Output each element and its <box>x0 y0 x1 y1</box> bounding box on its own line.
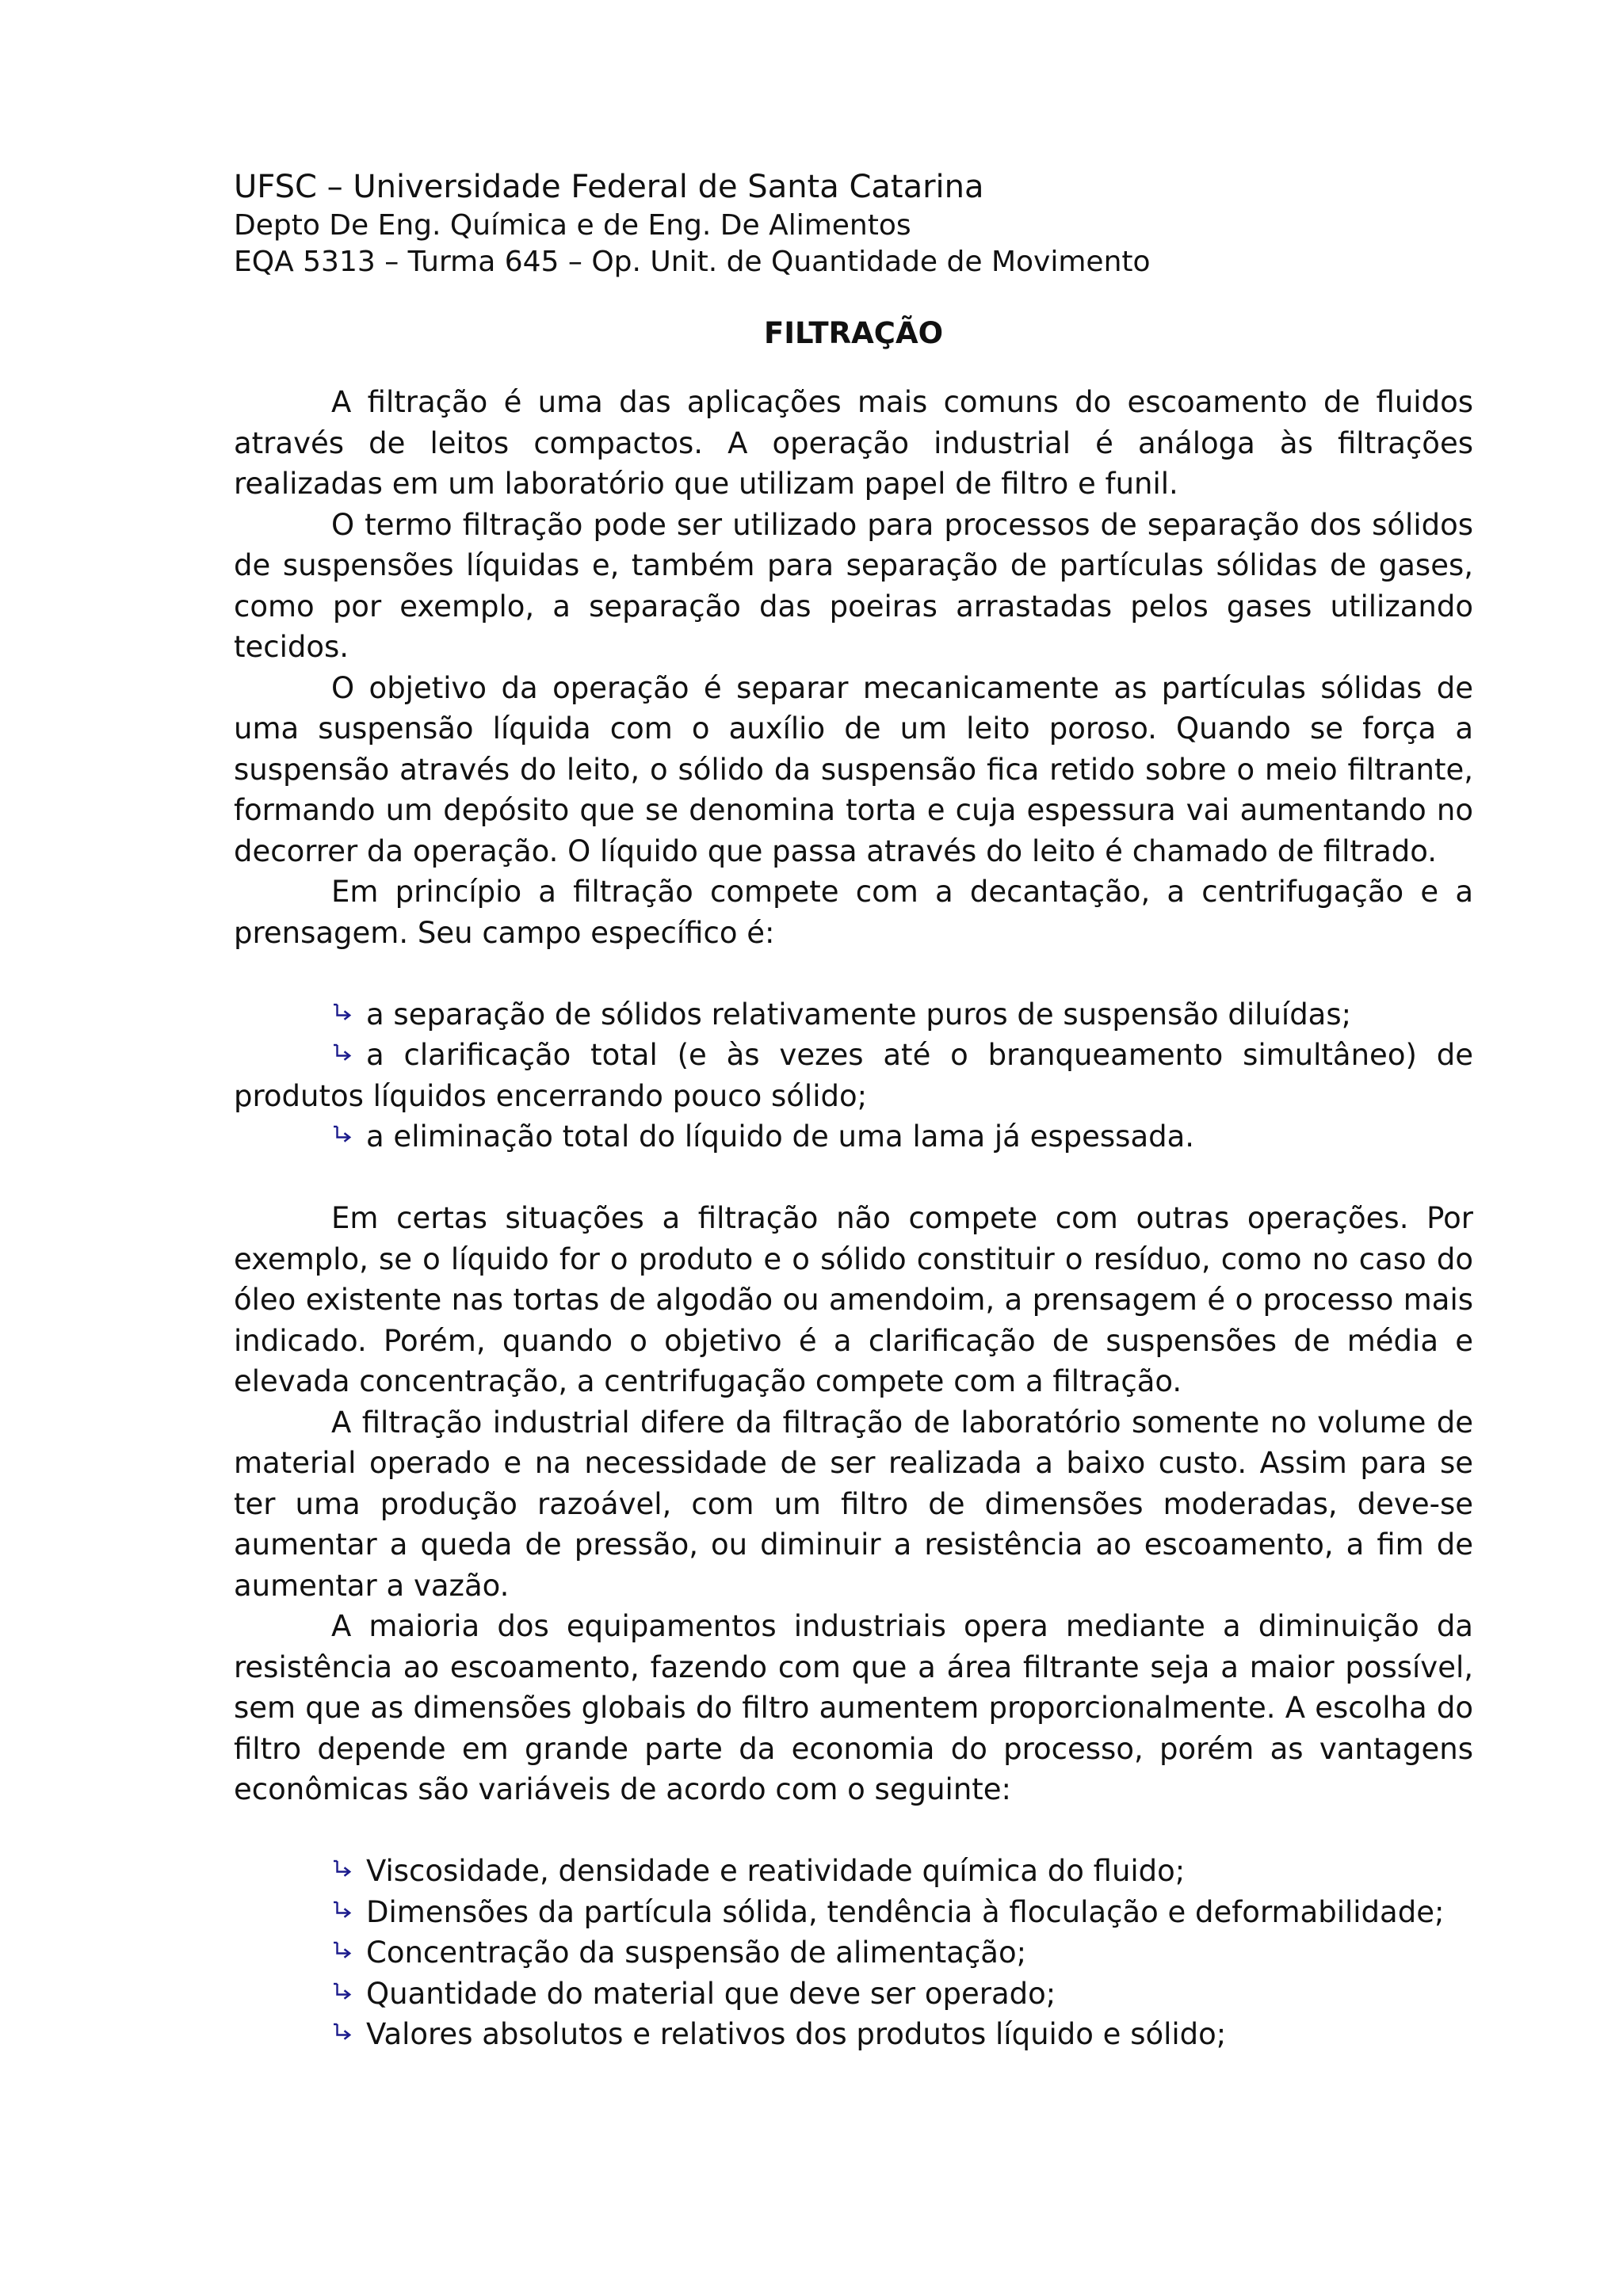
paragraph: O objetivo da operação é separar mecanicamente as partículas sólidas de uma suspensão líquida com o auxílio de um leito poroso. Quando se força a suspensão através do leito, o sólido da suspensão fica retido sobre o meio filtrante, formando um depósito que se denomina torta e cuja espessura vai aumentando no decorrer da operação. O líquido que passa através do leito é chamado de filtrado. <box>234 670 1473 868</box>
paragraph: A filtração é uma das aplicações mais comuns do escoamento de fluidos através de leitos compactos. A operação industrial é análoga às filtrações realizadas em um laboratório que utilizam papel de filtro e funil. <box>234 385 1473 501</box>
header-university: UFSC – Universidade Federal de Santa Catarina <box>234 169 984 205</box>
hooked-arrow-icon <box>331 1940 355 1964</box>
list-item <box>234 1932 1473 1974</box>
list-item <box>234 1974 1473 2015</box>
list-item-text: a eliminação total do líquido de uma lama já espessada. <box>366 1119 1195 1154</box>
list-item <box>234 1035 1473 1116</box>
header-course: EQA 5313 – Turma 645 – Op. Unit. de Quantidade de Movimento <box>234 246 1151 278</box>
list-item-text: a clarificação total (e às vezes até o branqueamento simultâneo) de produtos líquidos encerrando pouco sólido; <box>234 1038 1473 1113</box>
hooked-arrow-icon <box>331 1124 355 1148</box>
document-title: FILTRAÇÃO <box>763 316 944 350</box>
hooked-arrow-icon <box>331 1043 355 1066</box>
paragraph: O termo filtração pode ser utilizado para processos de separação dos sólidos de suspensões líquidas e, também para separação de partículas sólidas de gases, como por exemplo, a separação das poeiras arrastadas pelos gases utilizando tecidos. <box>234 507 1473 664</box>
list-item <box>234 994 1473 1035</box>
paragraph: Em certas situações a filtração não compete com outras operações. Por exemplo, se o líquido for o produto e o sólido constituir o resíduo, como no caso do óleo existente nas tortas de algodão ou amendoim, a prensagem é o processo mais indicado. Porém, quando o objetivo é a clarificação de suspensões de média e elevada concentração, a centrifugação compete com a filtração. <box>234 1201 1473 1398</box>
paragraph: Em princípio a filtração compete com a decantação, a centrifugação e a prensagem. Seu campo específico é: <box>234 875 1473 950</box>
paragraph: A maioria dos equipamentos industriais opera mediante a diminuição da resistência ao escoamento, fazendo com que a área filtrante seja a maior possível, sem que as dimensões globais do filtro aumentem proporcionalmente. A escolha do filtro depende em grande parte da economia do processo, porém as vantagens econômicas são variáveis de acordo com o seguinte: <box>234 1609 1473 1806</box>
paragraph: A filtração industrial difere da filtração de laboratório somente no volume de material operado e na necessidade de ser realizada a baixo custo. Assim para se ter uma produção razoável, com um filtro de dimensões moderadas, deve-se aumentar a queda de pressão, ou diminuir a resistência ao escoamento, a fim de aumentar a vazão. <box>234 1405 1473 1603</box>
hooked-arrow-icon <box>331 2022 355 2046</box>
hooked-arrow-icon <box>331 1859 355 1882</box>
header-department: Depto De Eng. Química e de Eng. De Alimentos <box>234 209 911 242</box>
list-item <box>234 1116 1473 1158</box>
list-item-text: Valores absolutos e relativos dos produtos líquido e sólido; <box>366 2017 1227 2051</box>
hooked-arrow-icon <box>331 1981 355 2005</box>
list-item-text: Quantidade do material que deve ser operado; <box>366 1976 1056 2011</box>
hooked-arrow-icon <box>331 1002 355 1026</box>
list-item <box>234 2014 1473 2055</box>
list-item <box>234 1851 1473 1892</box>
list-item-text: a separação de sólidos relativamente puros de suspensão diluídas; <box>366 997 1352 1032</box>
list-item <box>234 1892 1473 1933</box>
list-item-text: Concentração da suspensão de alimentação; <box>366 1936 1027 1970</box>
list-item-text: Dimensões da partícula sólida, tendência à floculação e deformabilidade; <box>366 1894 1445 1929</box>
hooked-arrow-icon <box>331 1900 355 1924</box>
list-item-text: Viscosidade, densidade e reatividade química do fluido; <box>366 1854 1186 1888</box>
document-page <box>234 166 1473 2055</box>
